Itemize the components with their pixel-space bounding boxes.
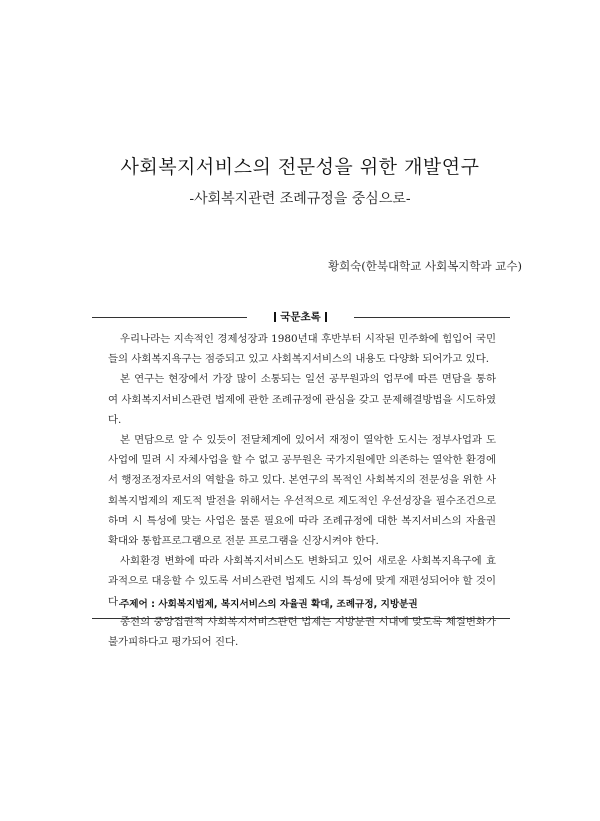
abstract-header-rule-left [92,317,247,318]
abstract-label-text: 국문초록 [280,311,321,323]
keywords: 주제어 : 사회복지법제, 복지서비스의 자율권 확대, 조례규정, 지방분권 [120,599,418,610]
label-bar-right [325,312,327,322]
abstract-header [92,310,510,324]
author-line: 황희숙(한북대학교 사회복지학과 교수) [327,259,522,273]
paper-subtitle: -사회복지관련 조례규정을 중심으로- [189,191,411,207]
abstract-paragraph: 우리나라는 지속적인 경제성장과 1980년대 후반부터 시작된 민주화에 힘입어 국민들의 사회복지욕구는 점증되고 있고 사회복지서비스의 내용도 다양화 되어가고 있다. [108,333,496,366]
label-bar-left [274,312,276,322]
abstract-paragraph: 사회환경 변화에 따라 사회복지서비스도 변화되고 있어 새로운 사회복지욕구에 효과적으로 대응할 수 있도록 서비스관련 법제도 시의 특성에 맞게 재편성되어야 할 것이다. [108,555,496,608]
abstract-paragraph: 종전의 중앙집권적 사회복지서비스관련 법제는 지방분권 시대에 맞도록 체질변화가 불가피하다고 평가되어 진다. [108,615,496,649]
abstract-header-rule-right [354,317,510,318]
abstract-bottom-rule [92,618,510,619]
abstract-paragraph: 본 연구는 현장에서 가장 많이 소통되는 일선 공무원과의 업무에 따른 면담을 통하여 사회복지서비스관련 법제에 관한 조례규정에 관심을 갖고 문제해결방법을 시도하였다. [108,373,496,426]
abstract-label [247,309,354,324]
paper-title: 사회복지서비스의 전문성을 위한 개발연구 [120,156,480,178]
abstract-paragraph: 본 면담으로 알 수 있듯이 전달체계에 있어서 재정이 열악한 도시는 정부사업과 도사업에 밀려 시 자체사업을 할 수 없고 공무원은 국가지원에만 의존하는 열악한 환경에서 행정조정자로서의 역할을 하고 있다. 본연구의 목적인 사회복지의 전문성을 위한 사회복지법제의 제도적 발전을 위해서는 우선적으로 제도적인 우선성장을 필수조건으로 하며 시 특성에 맞는 사업은 물론 필요에 따라 조례규정에 대한 복지서비스의 자율권 확대와 통합프로그램으로 전문 프로그램을 신장시켜야 한다. [108,434,496,548]
